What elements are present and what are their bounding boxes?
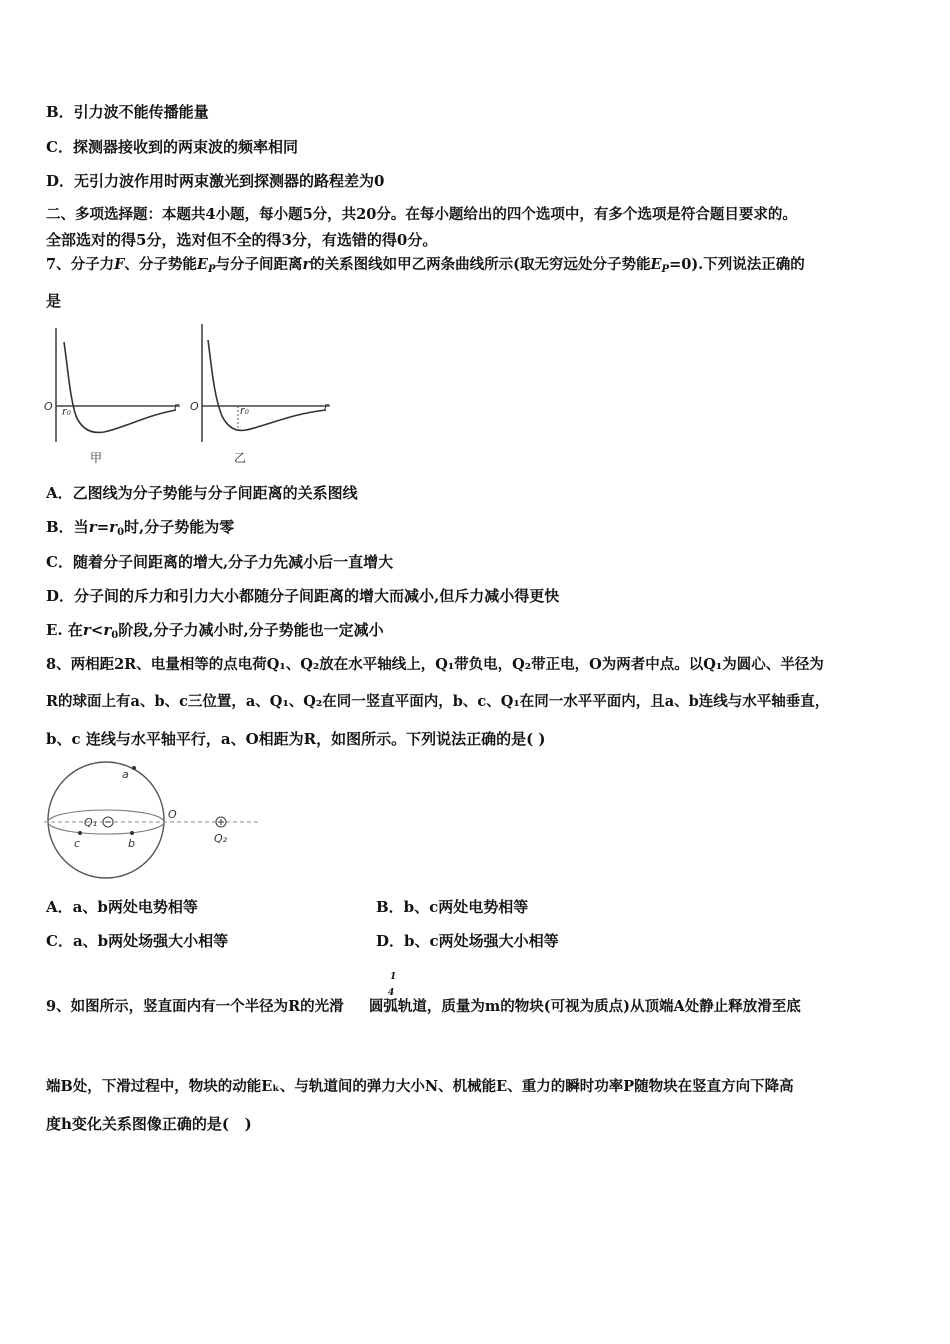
origin-label: O [190,400,199,413]
r0-label: r₀ [62,405,71,418]
graph-caption: 甲 [90,451,103,465]
q6-option-d: D．无引力波作用时两束激光到探测器的路程差为0 [46,172,385,190]
q8-option-d: D．b、c两处场强大小相等 [376,932,559,950]
origin-label: O [44,400,53,413]
q9-fraction-numerator: 1 [390,972,397,982]
q6-option-c: C．探测器接收到的两束波的频率相同 [46,138,298,156]
q8-stem-line2: R的球面上有a、b、c三位置，a、Q₁、Q₂在同一竖直平面内，b、c、Q₁在同一水平平面内，且a、b连线与水平轴垂直， [46,693,830,710]
potential-curve [208,340,326,430]
point-b [130,831,134,835]
q7-option-c: C．随着分子间距离的增大,分子力先减小后一直增大 [46,553,394,571]
graph-caption: 乙 [234,451,247,465]
label-c: c [74,837,81,850]
q9-stem-line2: 端B处，下滑过程中，物块的动能Eₖ、与轨道间的弹力大小N、机械能E、重力的瞬时功率P随物块在竖直方向下降高 [46,1078,794,1095]
q8-stem-line1: 8、两相距2R、电量相等的点电荷Q₁、Q₂放在水平轴线上，Q₁带负电，Q₂带正电，O为两者中点。以Q₁为圆心、半径为 [46,656,824,673]
q7-option-d: D．分子间的斥力和引力大小都随分子间距离的增大而减小,但斥力减小得更快 [46,587,560,605]
q6-option-b: B．引力波不能传播能量 [46,103,209,121]
point-c [78,831,82,835]
r0-label: r₀ [240,404,249,417]
q9-stem-line3: 度h变化关系图像正确的是( ) [46,1115,252,1133]
q9-stem-line1: 9、如图所示，竖直面内有一个半径为R的光滑 圆弧轨道，质量为m的物块(可视为质点)从顶端A处静止释放滑至底 [46,998,801,1015]
q8-sphere-figure [44,758,264,886]
r-axis-label: r [324,400,329,413]
label-a: a [122,768,129,781]
q7-option-e: E. 在$r<r_0$阶段,分子力减小时,分子势能也一定减小 [46,621,384,641]
section2-instructions-line2: 全部选对的得5分，选对但不全的得3分，有选错的得0分。 [46,231,438,249]
q8-option-c: C．a、b两处场强大小相等 [46,932,229,950]
label-o: O [168,808,177,821]
section2-instructions-line1: 二、多项选择题：本题共4小题，每小题5分，共20分。在每小题给出的四个选项中，有多个选项是符合题目要求的。 [46,206,797,223]
q8-stem-line3: b、c 连线与水平轴平行，a、O相距为R，如图所示。下列说法正确的是( ) [46,730,546,748]
label-q1: Q₁ [84,816,98,829]
q7-graph-jia [40,320,190,470]
q7-stem-line1: 7、分子力F、分子势能$E_P$与分子间距离r的关系图线如甲乙两条曲线所示(取无穷远处分子势能$E_P=0$).下列说法正确的 [46,256,805,275]
q8-option-b: B．b、c两处电势相等 [376,898,529,916]
q8-option-a: A．a、b两处电势相等 [46,898,198,916]
q9-fraction-denominator: 4 [388,988,395,998]
label-q2: Q₂ [214,832,228,845]
q7-stem-line2: 是 [46,292,62,310]
force-curve [64,342,176,432]
label-b: b [128,837,135,850]
q7-graph-yi [190,320,340,470]
q7-option-b: B．当$r=r_0$时,分子势能为零 [46,518,235,538]
q7-option-a: A．乙图线为分子势能与分子间距离的关系图线 [46,484,358,502]
r-axis-label: r [174,400,179,413]
point-a [132,766,136,770]
